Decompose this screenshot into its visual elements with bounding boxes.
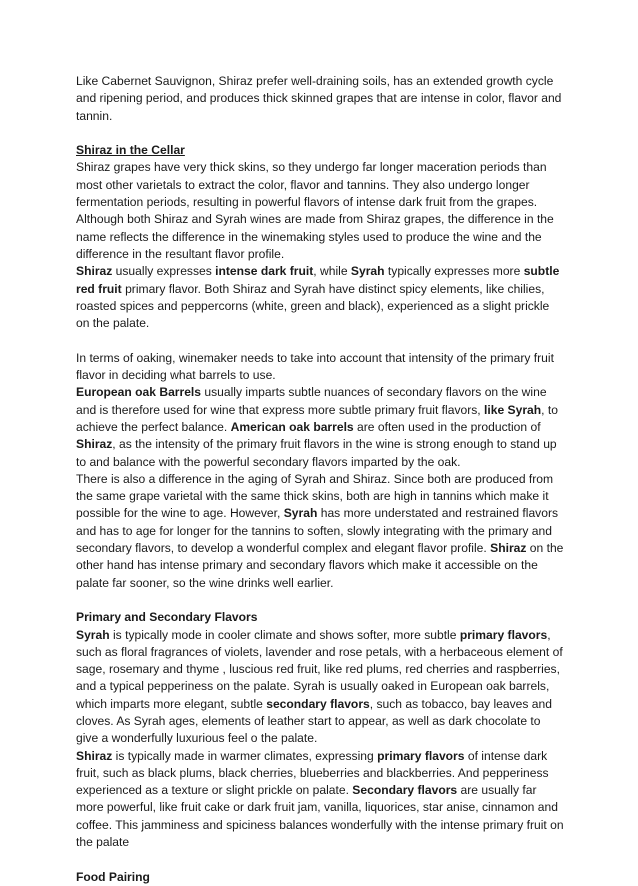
paragraph-gap xyxy=(76,332,566,349)
paragraph-gap xyxy=(76,851,566,868)
heading-shiraz-in-the-cellar: Shiraz in the Cellar xyxy=(76,143,185,158)
bold-text: like Syrah xyxy=(484,402,542,417)
paragraph-gap xyxy=(76,592,566,609)
paragraph-cellar-maceration: Shiraz grapes have very thick skins, so they undergo far longer maceration periods than most other varietals to extract the color, flavor and tannins. They also undergo longer fermentation periods, resulting in powerful flavors of intense dark fruit from the grapes. xyxy=(76,160,547,210)
bold-text: European oak Barrels xyxy=(76,385,202,400)
document-page xyxy=(76,73,566,886)
paragraph-oaking-intro: In terms of oaking, winemaker needs to take into account that intensity of the primary fruit flavor in deciding what barrels to use. xyxy=(76,350,554,383)
bold-text: Shiraz xyxy=(76,748,113,763)
bold-text: Secondary flavors xyxy=(352,783,458,798)
bold-text: Shiraz xyxy=(490,541,527,556)
paragraph-intro: Like Cabernet Sauvignon, Shiraz prefer well-draining soils, has an extended growth cycle and ripening period, and produces thick skinned grapes that are intense in color, flavor and tannin. xyxy=(76,74,562,123)
bold-text: primary flavors xyxy=(459,627,548,642)
bold-text: Syrah xyxy=(76,627,110,642)
bold-text: subtle red fruit xyxy=(76,264,560,296)
paragraph-oak-barrels: European oak Barrels usually imparts subtle nuances of secondary flavors on the wine and is therefore used for wine that express more subtle primary fruit flavors, like Syrah, to achieve the perfect balance. American oak barrels are often used in the production of Shiraz, as the intensity of the primary fruit flavors in the wine is strong enough to stand up to and balance with the powerful secondary flavors imparted by the oak. xyxy=(76,385,558,469)
bold-text: secondary flavors xyxy=(266,696,370,711)
bold-text: American oak barrels xyxy=(230,419,354,434)
bold-text: primary flavors xyxy=(377,748,465,763)
bold-text: intense dark fruit xyxy=(215,264,314,279)
heading-primary-secondary-flavors: Primary and Secondary Flavors xyxy=(76,610,258,625)
paragraph-syrah-flavors: Syrah is typically mode in cooler climate and shows softer, more subtle primary flavors, such as floral fragrances of violets, lavender and rose petals, with a herbaceous element of sage, rosemary and thyme , luscious red fruit, like red plums, red cherries and raspberries, and a typical pepperiness on the palate. Syrah is usually oaked in European oak barrels, which imparts more elegant, subtle secondary flavors, such as tobacco, bay leaves and cloves. As Syrah ages, elements of leather start to appear, as well as dark chocolate to give a wonderfully luxurious feel o the palate. xyxy=(76,627,563,746)
bold-text: Syrah xyxy=(350,264,385,279)
paragraph-cellar-flavor: Shiraz usually expresses intense dark fruit, while Syrah typically expresses more subtle red fruit primary flavor. Both Shiraz and Syrah have distinct spicy elements, like chilies, roasted spices and peppercorns (white, green and black), experienced as a slight prickle on the palate. xyxy=(76,264,560,331)
paragraph-aging: There is also a difference in the aging of Syrah and Shiraz. Since both are produced from the same grape varietal with the same thick skins, both are high in tannins which make it possible for the wine to age. However, Syrah has more understated and restrained flavors and has to age for longer for the tannins to soften, slowly integrating with the primary and secondary flavors, to develop a wonderful complex and elegant flavor profile. Shiraz on the other hand has intense primary and secondary flavors which make it accessible on the palate far sooner, so the wine drinks well earlier. xyxy=(76,471,564,590)
bold-text: Shiraz xyxy=(76,437,113,452)
paragraph-shiraz-flavors: Shiraz is typically made in warmer climates, expressing primary flavors of intense dark fruit, such as black plums, black cherries, blueberries and blackberries. And pepperiness experienced as a texture or slight prickle on palate. Secondary flavors are usually far more powerful, like fruit cake or dark fruit jam, vanilla, liquorices, star anise, cinnamon and coffee. This jamminess and spiciness balances wonderfully with the intense primary fruit on the palate xyxy=(76,748,564,850)
paragraph-cellar-naming: Although both Shiraz and Syrah wines are made from Shiraz grapes, the difference in the name reflects the difference in the winemaking styles used to produce the wine and the difference in the resultant flavor profile. xyxy=(76,212,554,261)
bold-text: Syrah xyxy=(283,506,318,521)
bold-text: Shiraz xyxy=(76,264,113,279)
paragraph-gap xyxy=(76,125,566,142)
heading-food-pairing: Food Pairing xyxy=(76,869,150,884)
